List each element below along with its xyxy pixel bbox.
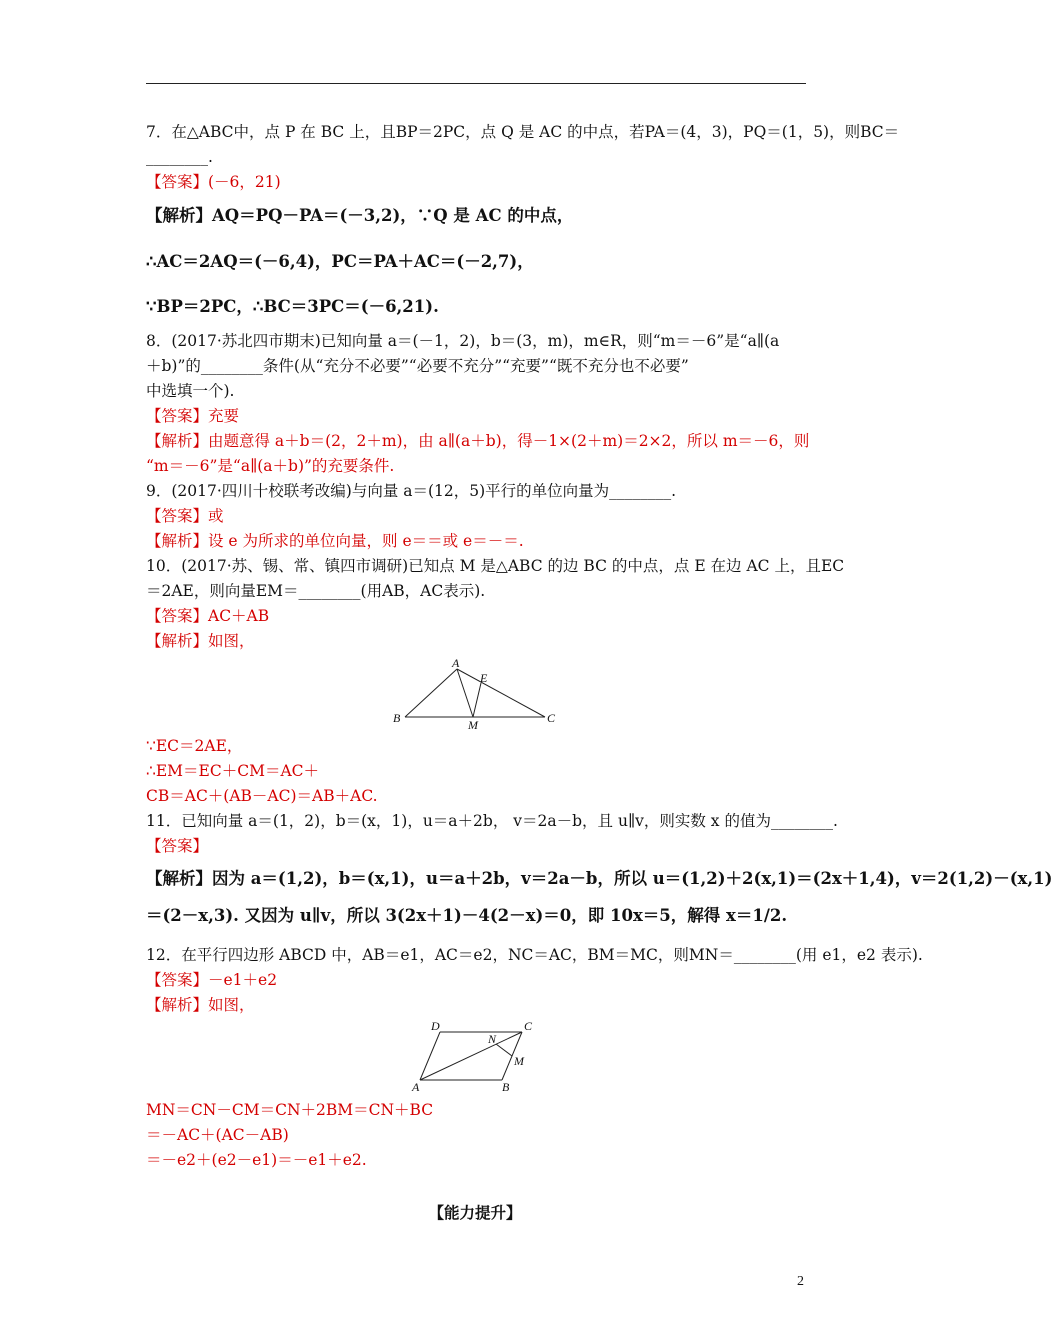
section-title: 【能力提升】 (428, 1203, 522, 1222)
label-d: D (431, 1019, 440, 1033)
text-line: ＝(2－x,3). 又因为 u∥v，所以 3(2x＋1)－4(2－x)＝0，即 10x＝5，解得 x＝1/2. (146, 906, 788, 925)
text-line: 【解析】如图， (146, 996, 255, 1014)
text-line: ＝2AE，则向量EM＝________(用AB，AC表示). (146, 582, 486, 600)
text-line: CB＝AC＋(AB－AC)＝AB＋AC. (146, 787, 378, 805)
segment-nm (496, 1044, 512, 1056)
parallelogram-figure (405, 1018, 545, 1094)
text-line: 9．(2017·四川十校联考改编)与向量 a＝(12，5)平行的单位向量为________. (146, 482, 677, 500)
text-line: 8．(2017·苏北四市期末)已知向量 a＝(－1，2)，b＝(3，m)，m∈R，则“m＝－6”是“a∥(a (146, 332, 780, 350)
text-line: 【答案】充要 (146, 407, 240, 425)
label-a: A (412, 1080, 420, 1094)
label-n: N (488, 1032, 497, 1046)
label-c: C (524, 1019, 533, 1033)
text-line: 11．已知向量 a＝(1，2)，b＝(x，1)，u＝a＋2b， v＝2a－b，且 u∥v，则实数 x 的值为________. (146, 812, 838, 830)
text-line: 【解析】因为 a＝(1,2)，b＝(x,1)，u＝a＋2b，v＝2a－b，所以 u＝(1,2)＋2(x,1)＝(2x＋1,4)，v＝2(1,2)－(x,1) (146, 869, 1052, 888)
text-line: 7．在△ABC中，点 P 在 BC 上，且BP＝2PC，点 Q 是 AC 的中点，若PA＝(4，3)，PQ＝(1，5)，则BC＝ (146, 123, 900, 141)
text-line: 【解析】由题意得 a＋b＝(2，2＋m)，由 a∥(a＋b)，得－1×(2＋m)＝2×2，所以 m＝－6，则 (146, 432, 810, 450)
text-line: ∴EM＝EC＋CM＝AC＋ (146, 762, 320, 780)
text-line: 【答案】或 (146, 507, 224, 525)
diagonal-ac (420, 1032, 522, 1080)
text-line: 10．(2017·苏、锡、常、镇四市调研)已知点 M 是△ABC 的边 BC 的中点，点 E 在边 AC 上，且EC (146, 557, 845, 575)
text-line: 【答案】 (146, 837, 209, 855)
text-line: 【答案】AC＋AB (146, 607, 270, 625)
segment-em (473, 683, 481, 717)
triangle-figure (385, 655, 565, 735)
text-line: 中选填一个). (146, 382, 235, 400)
label-a: A (452, 656, 460, 670)
text-line: ∴AC＝2AQ＝(－6,4)，PC＝PA＋AC＝(－2,7)， (146, 252, 534, 271)
text-line: ＝－e2＋(e2－e1)＝－e1＋e2. (146, 1151, 367, 1169)
header-rule (146, 83, 806, 84)
text-line: 【解析】AQ＝PQ－PA＝(－3,2)，∵Q 是 AC 的中点， (146, 206, 574, 225)
side-da (420, 1032, 440, 1080)
label-m: M (468, 718, 478, 732)
page-number: 2 (797, 1274, 804, 1289)
text-line: 【答案】－e1＋e2 (146, 971, 278, 989)
text-line: 【答案】(－6，21) (146, 173, 281, 191)
label-m: M (514, 1054, 524, 1068)
text-line: 12．在平行四边形 ABCD 中，AB＝e1，AC＝e2，NC＝AC，BM＝MC，则MN＝________(用 e1，e2 表示). (146, 946, 923, 964)
text-line: 【解析】如图， (146, 632, 255, 650)
text-line: ________. (146, 148, 213, 166)
text-line: 【解析】设 e 为所求的单位向量，则 e＝＝或 e＝－＝. (146, 532, 524, 550)
text-line: “m＝－6”是“a∥(a＋b)”的充要条件. (146, 457, 395, 475)
side-ab (405, 669, 457, 717)
label-b: B (393, 711, 401, 725)
label-c: C (547, 711, 556, 725)
label-b: B (502, 1080, 510, 1094)
text-line: ∵BP＝2PC，∴BC＝3PC＝(－6,21). (146, 297, 439, 316)
text-line: ＝－AC＋(AC－AB) (146, 1126, 289, 1144)
label-e: E (480, 671, 488, 685)
text-line: ∵EC＝2AE， (146, 737, 243, 755)
text-line: ＋b)”的________条件(从“充分不必要”“必要不充分”“充要”“既不充分也不必要” (146, 357, 689, 375)
text-line: MN＝CN－CM＝CN＋2BM＝CN＋BC (146, 1101, 434, 1119)
